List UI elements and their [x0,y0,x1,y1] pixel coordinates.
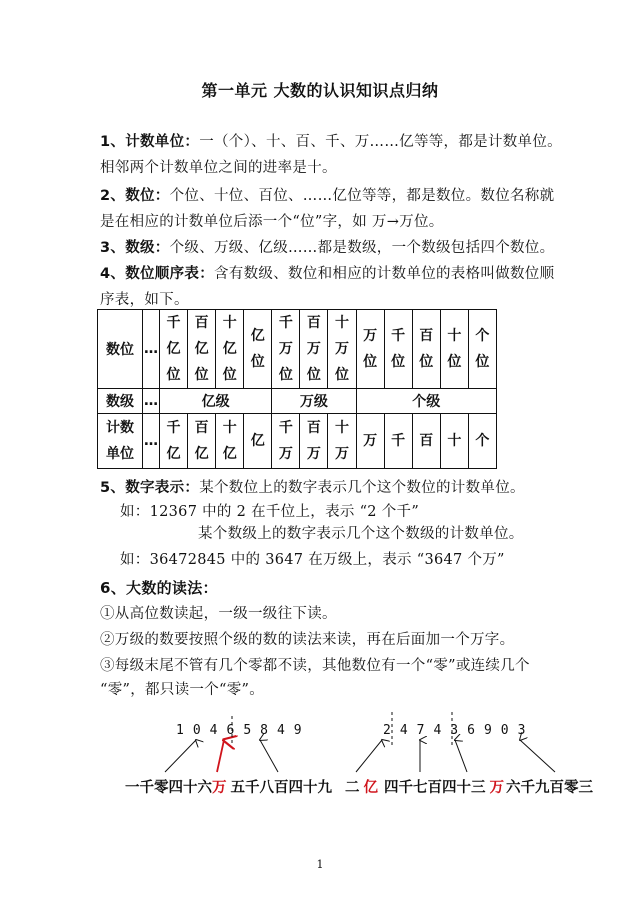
example-2-digits-b: 4743 [399,723,468,738]
example-1-read-wan: 万 [212,780,227,796]
section-6-heading: 6、大数的读法： [100,579,218,597]
place-cell: 十亿位 [216,310,244,389]
section-3-text: 个级、万级、亿级……都是数级，一个数级包括四个数位。 [169,240,555,256]
example-1-read-b: 五千八百四十九 [230,780,332,796]
example-1-read-a: 一千零四十六 [125,780,212,796]
ellipsis-cell: … [143,414,160,469]
group-cell-wan: 万级 [272,389,356,414]
unit-cell: 千 [384,414,412,469]
section-6-rule-3-cont: “零”，都只读一个“零”。 [100,682,265,698]
place-cell: 亿位 [244,310,272,389]
arrow-1 [165,740,196,772]
ellipsis-cell: … [143,310,160,389]
unit-cell: 十亿 [216,414,244,469]
example-2-read-b: 四千七百四十三 [384,780,486,796]
table-row-groups [98,389,497,414]
section-6-rule-1: ①从高位数读起，一级一级往下读。 [100,606,337,622]
row-label-places: 数位 [98,310,143,389]
place-cell: 百亿位 [188,310,216,389]
section-5-text: 某个数位上的数字表示几个这个数位的计数单位。 [199,480,525,496]
arrow-5 [455,740,467,772]
section-5-rule-2: 某个数级上的数字表示几个这个数级的计数单位。 [198,526,524,542]
section-2-line-2: 是在相应的计数单位后添一个“位”字，如 万→万位。 [100,214,444,230]
place-value-table [97,309,497,469]
example-2-read-wan: 万 [489,780,504,796]
section-2-text: 个位、十位、百位、……亿位等等，都是数位。数位名称就 [169,188,555,204]
place-cell: 百位 [412,310,440,389]
example-2-digits-a: 2 [383,723,400,738]
arrow-2 [260,740,278,772]
unit-cell: 百 [412,414,440,469]
unit-cell: 百万 [300,414,328,469]
section-6-rule-2: ②万级的数要按照个级的数的读法来读，再在后面加一个万字。 [100,632,515,648]
example-2-arrows [356,712,555,772]
arrow-3 [356,740,382,772]
section-1-heading: 1、计数单位： [100,134,200,150]
example-2-digits [383,723,534,738]
place-cell: 千万位 [272,310,300,389]
section-5-heading: 5、数字表示： [100,480,200,496]
unit-cell: 十万 [328,414,356,469]
place-cell: 百万位 [300,310,328,389]
example-2-read-a: 二 [345,780,360,796]
group-cell-ge: 个级 [356,389,496,414]
section-1-text: 一（个）、十、百、千、万……亿等等，都是计数单位。 [199,134,562,150]
section-1-line-2: 相邻两个计数单位之间的进率是十。 [100,160,337,176]
page-title: 第一单元 大数的认识知识点归纳 [201,81,439,100]
row-label-groups: 数级 [98,389,143,414]
section-5-example-1: 如：12367 中的 2 在千位上，表示 “2 个千” [120,504,420,520]
example-2-read-c: 六千九百零三 [506,780,593,796]
section-1-line-1 [100,132,562,152]
section-4-line-1 [100,264,554,284]
unit-cell: 百亿 [188,414,216,469]
unit-cell: 十 [440,414,468,469]
example-2-digits-c: 6903 [467,723,535,738]
arrow-6 [520,740,555,772]
section-3-line-1 [100,238,554,258]
section-3-heading: 3、数级： [100,240,170,256]
section-4-line-2: 序表，如下。 [100,292,189,308]
example-1-reading [125,776,332,797]
section-4-text: 含有数级、数位和相应的计数单位的表格叫做数位顺 [214,266,555,282]
unit-cell: 个 [468,414,496,469]
place-cell: 个位 [468,310,496,389]
section-5-line-1 [100,478,525,498]
example-1-digits-a: 1046 [176,723,244,738]
row-label-units: 计数单位 [98,414,143,469]
group-cell-yi: 亿级 [160,389,272,414]
unit-cell: 亿 [244,414,272,469]
ellipsis-cell: … [143,389,160,414]
place-cell: 千亿位 [160,310,188,389]
section-6-rule-3: ③每级末尾不管有几个零都不读，其他数位有一个“零”或连续几个 [100,658,530,674]
table-row-places [98,310,497,389]
example-1-digits-b: 5849 [243,723,311,738]
table-row-units [98,414,497,469]
section-5-example-2: 如：36472845 中的 3647 在万级上，表示 “3647 个万” [120,552,505,568]
page-number: 1 [316,858,324,871]
section-4-heading: 4、数位顺序表： [100,266,214,282]
example-1-digits [176,723,311,738]
section-2-heading: 2、数位： [100,188,170,204]
section-2-line-1 [100,186,554,206]
example-2-read-yi: 亿 [363,780,378,796]
place-cell: 十万位 [328,310,356,389]
arrow-wan [217,740,224,772]
example-2-reading [345,776,593,797]
place-cell: 十位 [440,310,468,389]
unit-cell: 千万 [272,414,300,469]
place-cell: 万位 [356,310,384,389]
unit-cell: 千亿 [160,414,188,469]
unit-cell: 万 [356,414,384,469]
place-cell: 千位 [384,310,412,389]
